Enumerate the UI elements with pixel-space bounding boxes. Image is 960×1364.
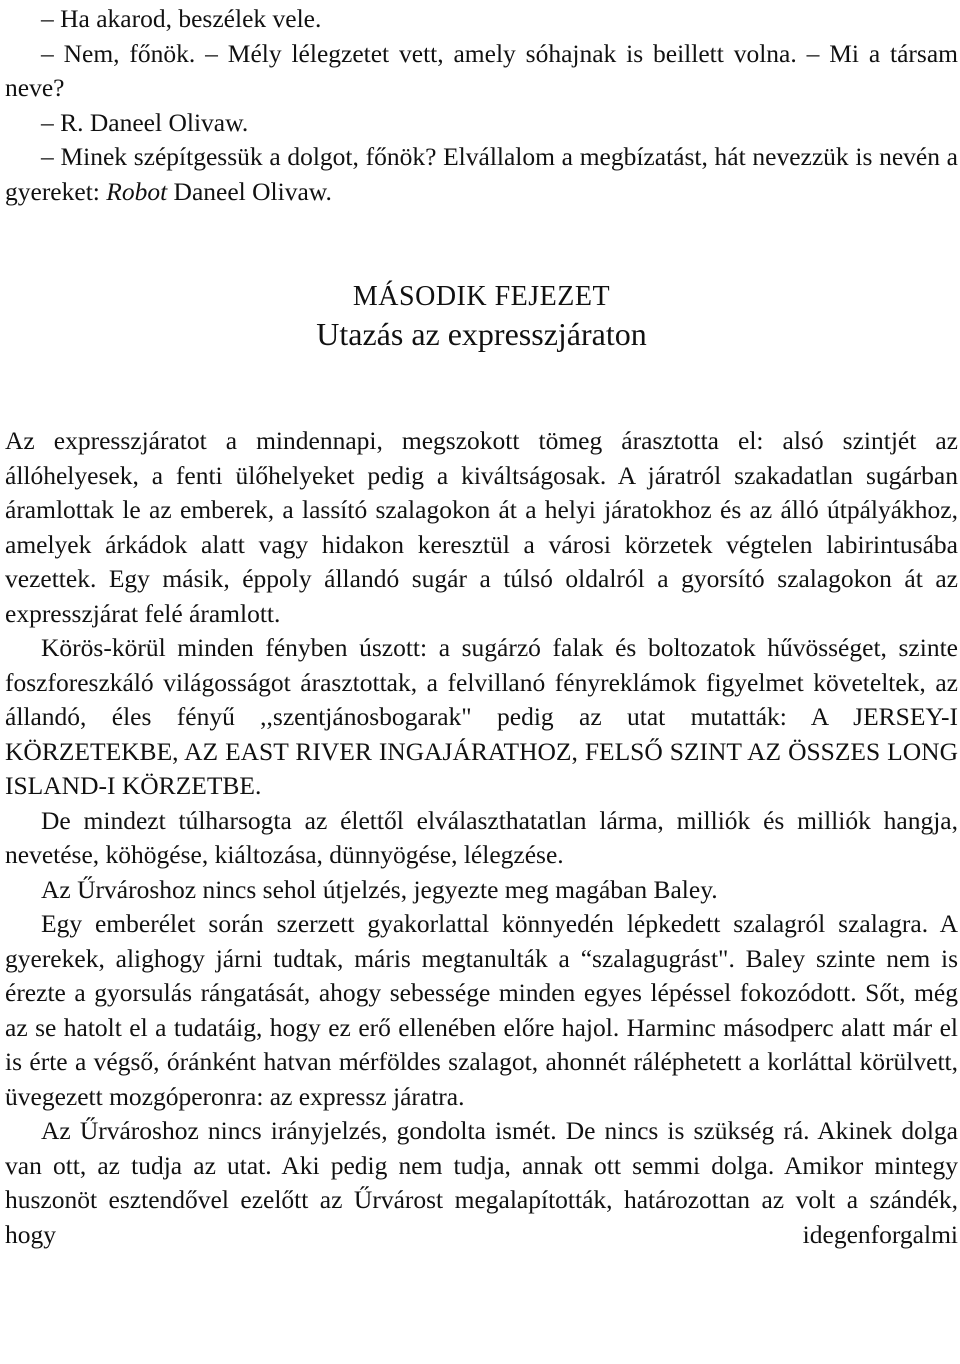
chapter-body	[5, 424, 958, 1252]
paragraph: Egy emberélet során szerzett gyakorlattal könnyedén lépkedett szalagról szalagra. A gyerekek, alighogy járni tudtak, máris megtanulták a “szalagugrást". Baley szinte nem is érezte a gyorsulás rángatását, ahogy sebessége minden egyes lépéssel fokozódott. Sőt, még az se hatolt el a tudatáig, hogy ez erő ellenében előre hajol. Harminc másodperc alatt már el is érte a végső, óránként hatvan mérföldes szalagot, ahonnét ráléphetett a korláttal körülvett, üvegezett mozgóperonra: az expressz járatra.	[5, 909, 958, 1111]
dialogue-line: – Ha akarod, beszélek vele.	[41, 4, 322, 33]
italic-word: Robot	[106, 176, 168, 206]
dialogue-line-last	[5, 140, 958, 209]
paragraph: De mindezt túlharsogta az élettől elválaszthatatlan lárma, milliók és milliók hangja, nevetése, köhögése, kiáltozása, dünnyögése, lélegzése.	[5, 805, 958, 869]
paragraph: Az expresszjáratot a mindennapi, megszokott tömeg árasztotta el: alsó szintjét az állóhelyesek, a fenti ülőhelyeket pedig a kiváltságosak. A járatról szakadatlan sugárban áramlottak le az emberek, a lassító szalagokon át a helyi járatokhoz és az álló útpályákhoz, amelyek árkádok alatt vagy hidakon keresztül a városi körzetek végtelen labirintusába vezettek. Egy másik, éppoly állandó sugár a túlsó oldalról a gyorsító szalagokon át az expresszjárat felé áramlott.	[5, 426, 958, 628]
paragraph: Az Űrvároshoz nincs sehol útjelzés, jegyezte meg magában Baley.	[41, 874, 718, 904]
chapter-subtitle: Utazás az expresszjáraton	[316, 316, 647, 352]
chapter-title: MÁSODIK FEJEZET	[352, 281, 611, 312]
dialogue-block	[5, 2, 958, 209]
dialogue-line: – Nem, főnök. – Mély lélegzetet vett, amely sóhajnak is beillett volna. – Mi a társam neve?	[5, 38, 958, 102]
dialogue-tail: Daneel Olivaw.	[173, 176, 332, 206]
paragraph: Körös-körül minden fényben úszott: a sugárzó falak és boltozatok hűvösséget, szinte foszforeszkáló világosságot árasztottak, a felvillanó fényreklámok figyelmet követeltek, az állandó, éles fényű ,,szentjánosbogarak" pedig az utat mutatták: A JERSEY-I KÖRZETEKBE, AZ EAST RIVER INGAJÁRATHOZ, FELSŐ SZINT AZ ÖSSZES LONG ISLAND-I KÖRZETBE.	[5, 633, 958, 800]
dialogue-text: – Minek szépítgessük a dolgot, főnök? Elvállalom a megbízatást, hát nevezzük is nevén a gyereket:	[5, 142, 958, 206]
dialogue-line: – R. Daneel Olivaw.	[41, 107, 249, 137]
paragraph: Az Űrvároshoz nincs irányjelzés, gondolta ismét. De nincs is szükség rá. Akinek dolga van ott, az tudja az utat. Aki pedig nem tudja, annak ott semmi dolga. Amikor mintegy huszonöt esztendővel ezelőtt az Űrvárost megalapították, határozottan az volt a szándék, hogy idegenforgalmi	[5, 1116, 958, 1249]
